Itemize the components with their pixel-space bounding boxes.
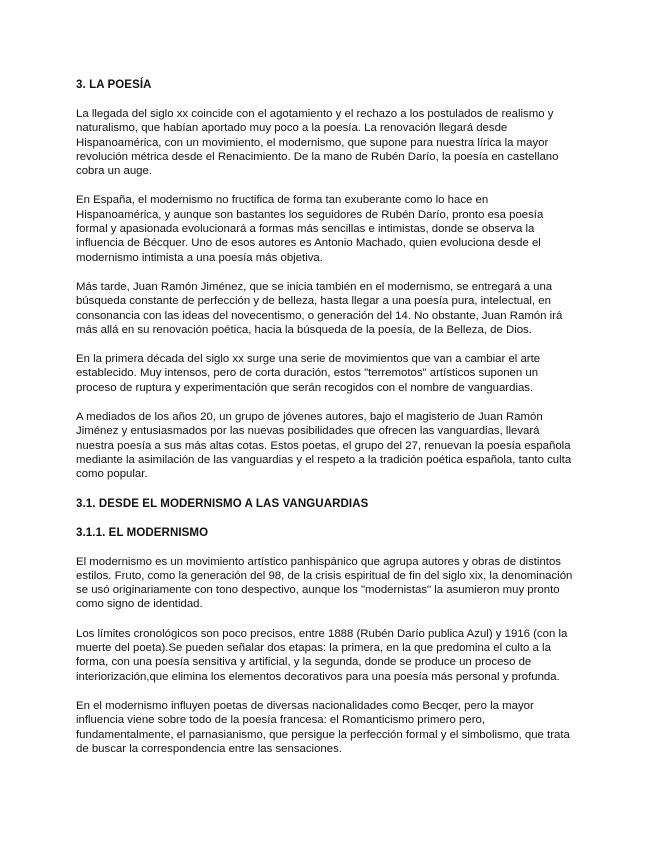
subsubsection-title: 3.1.1. EL MODERNISMO bbox=[76, 526, 209, 539]
paragraph-intro-5: A mediados de los años 20, un grupo de jóvenes autores, bajo el magisterio de Juan Ramón Jiménez y entusiasmados por las nuevas posibilidades que ofrecen las vanguardias, llevará nuestra poesía a sus más altas cotas. Estos poetas, el grupo del 27, renuevan la poesía española mediante la asimilación de las vanguardias y el respeto a la tradición poética española, tanto culta como popular. bbox=[76, 411, 572, 481]
paragraph-intro-3: Más tarde, Juan Ramón Jiménez, que se inicia también en el modernismo, se entregará a una búsqueda constante de perfección y de belleza, hasta llegar a una poesía pura, intelectual, en consonancia con las ideas del novecentismo, o generación del 14. No obstante, Juan Ramón irá más allá en su renovación poética, hacia la búsqueda de la poesía, de la Belleza, de Dios. bbox=[76, 280, 563, 336]
paragraph-modernismo-2: Los límites cronológicos son poco precisos, entre 1888 (Rubén Darío publica Azul) y 1916 (con la muerte del poeta).Se pueden señalar dos etapas: la primera, en la que predomina el culto a la forma, con una poesía sensitiva y artificial, y la segunda, donde se produce un proceso de interiorización,que elimina los elementos decorativos para una poesía más personal y profunda. bbox=[76, 627, 568, 683]
subsection-title: 3.1. DESDE EL MODERNISMO A LAS VANGUARDIAS bbox=[76, 497, 369, 510]
paragraph-intro-4: En la primera década del siglo xx surge una serie de movimientos que van a cambiar el arte establecido. Muy intensos, pero de corta duración, estos "terremotos" artísticos suponen un proceso de ruptura y experimentación que serán recogidos con el nombre de vanguardias. bbox=[76, 353, 541, 394]
document-page bbox=[76, 78, 576, 771]
paragraph-intro-2: En España, el modernismo no fructifica de forma tan exuberante como lo hace en Hispanoamérica, y aunque son bastantes los seguidores de Rubén Darío, pronto esa poesía formal y apasionada evolucionará a formas más sencillas e intimistas, donde se observa la influencia de Bécquer. Uno de esos autores es Antonio Machado, quien evoluciona desde el modernismo intimista a una poesía más objetiva. bbox=[76, 194, 544, 264]
paragraph-intro-1: La llegada del siglo xx coincide con el agotamiento y el rechazo a los postulados de realismo y naturalismo, que habían aportado muy poco a la poesía. La renovación llegará desde Hispanoamérica, con un movimiento, el modernismo, que supone para nuestra lírica la mayor revolución métrica desde el Renacimiento. De la mano de Rubén Darío, la poesía en castellano cobra un auge. bbox=[76, 108, 559, 178]
paragraph-modernismo-1: El modernismo es un movimiento artístico panhispánico que agrupa autores y obras de distintos estilos. Fruto, como la generación del 98, de la crisis espiritual de fin del siglo xix, la denominación se usó originariamente con tono despectivo, aunque los "modernistas" la asumieron muy pronto como signo de identidad. bbox=[76, 555, 573, 611]
section-title: 3. LA POESÍA bbox=[76, 79, 152, 91]
paragraph-modernismo-3: En el modernismo influyen poetas de diversas nacionalidades como Becqer, pero la mayor influencia viene sobre todo de la poesía francesa: el Romanticismo primero pero, fundamentalmente, el parnasianismo, que persigue la perfección formal y el simbolismo, que trata de buscar la correspondencia entre las sensaciones. bbox=[76, 699, 570, 755]
